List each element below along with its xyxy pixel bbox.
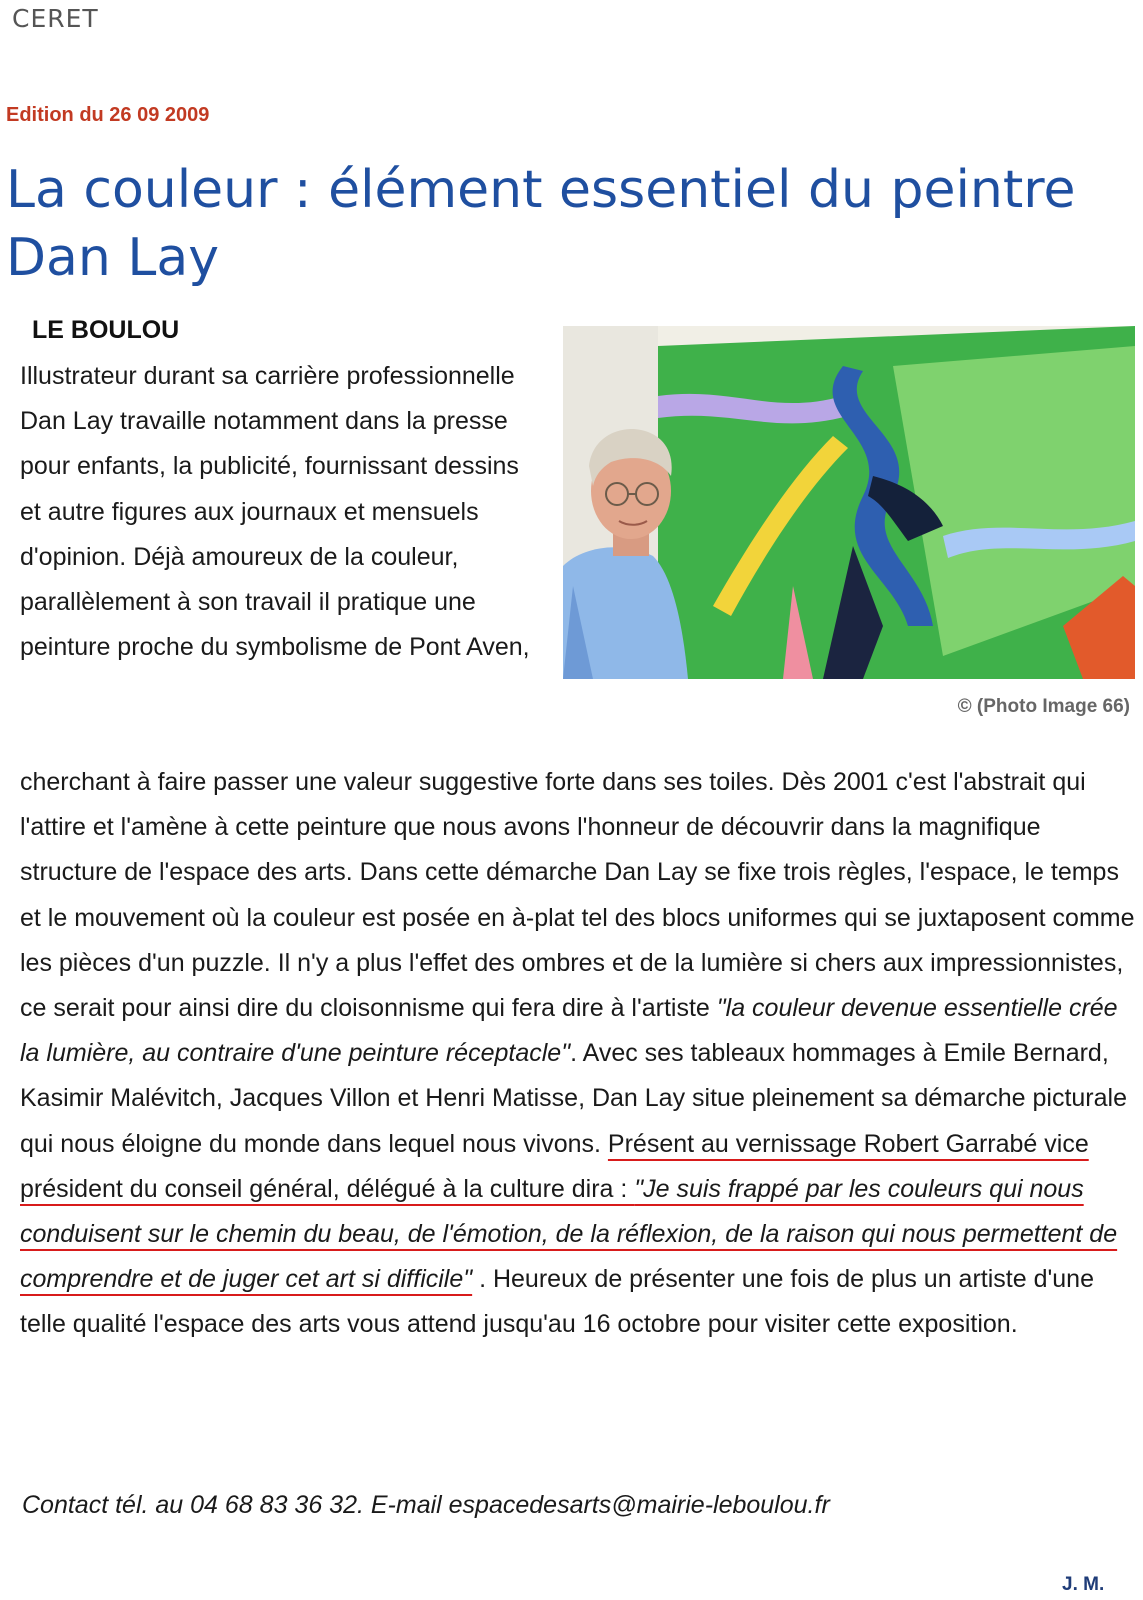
painting-with-artist-illustration [563, 326, 1135, 679]
article-photo [563, 326, 1135, 679]
dateline: LE BOULOU [32, 316, 180, 344]
contact-line: Contact tél. au 04 68 83 36 32. E-mail espacedesarts@mairie-leboulou.fr [22, 1491, 830, 1519]
photo-credit: © (Photo Image 66) [957, 696, 1130, 717]
article-body [20, 760, 1135, 1348]
edition-date: Edition du 26 09 2009 [6, 104, 210, 126]
body-text-3: . Heureux de présenter une fois de plus un artiste d'une telle qualité l'espace des arts vous attend jusqu'au 16 octobre pour visiter cette exposition. [20, 1265, 1094, 1339]
underlined-vernissage-text: Présent au vernissage Robert Garrabé vice président du conseil général, délégué à la culture dira : [20, 1129, 1089, 1203]
article-title: La couleur : élément essentiel du peintre Dan Lay [6, 160, 1076, 288]
article-intro: Illustrateur durant sa carrière professionnelle Dan Lay travaille notamment dans la presse pour enfants, la publicité, fournissant dessins et autre figures aux journaux et mensuels d'opinion. Déjà amoureux de la couleur, parallèlement à son travail il pratique une peinture proche du symbolisme de Pont Aven, [20, 362, 530, 662]
section-label: CERET [12, 4, 99, 33]
body-text-1: cherchant à faire passer une valeur suggestive forte dans ses toiles. Dès 2001 c'est l'abstrait qui l'attire et l'amène à cette peinture que nous avons l'honneur de découvrir dans la magnifique structure de l'espace des arts. Dans cette démarche Dan Lay se fixe trois règles, l'espace, le temps et le mouvement où la couleur est posée en à-plat tel des blocs uniformes qui se juxtaposent comme les pièces d'un puzzle. Il n'y a plus l'effet des ombres et de la lumière si chers aux impressionnistes, ce serait pour ainsi dire du cloisonnisme qui fera dire à l'artiste [20, 768, 1135, 1023]
author-signature: J. M. [1062, 1574, 1105, 1595]
body-text-2: . Avec ses tableaux hommages à Emile Bernard, Kasimir Malévitch, Jacques Villon et Henri Matisse, Dan Lay situe pleinement sa démarche picturale qui nous éloigne du monde dans lequel nous vivons. [20, 1039, 1127, 1158]
underlined-official-quote: "Je suis frappé par les couleurs qui nous conduisent sur le chemin du beau, de l'émotion, de la réflexion, de la raison qui nous permettent de comprendre et de juger cet art si difficile" [20, 1174, 1118, 1294]
artist-quote: "la couleur devenue essentielle crée la lumière, au contraire d'une peinture réceptacle" [20, 994, 1118, 1068]
